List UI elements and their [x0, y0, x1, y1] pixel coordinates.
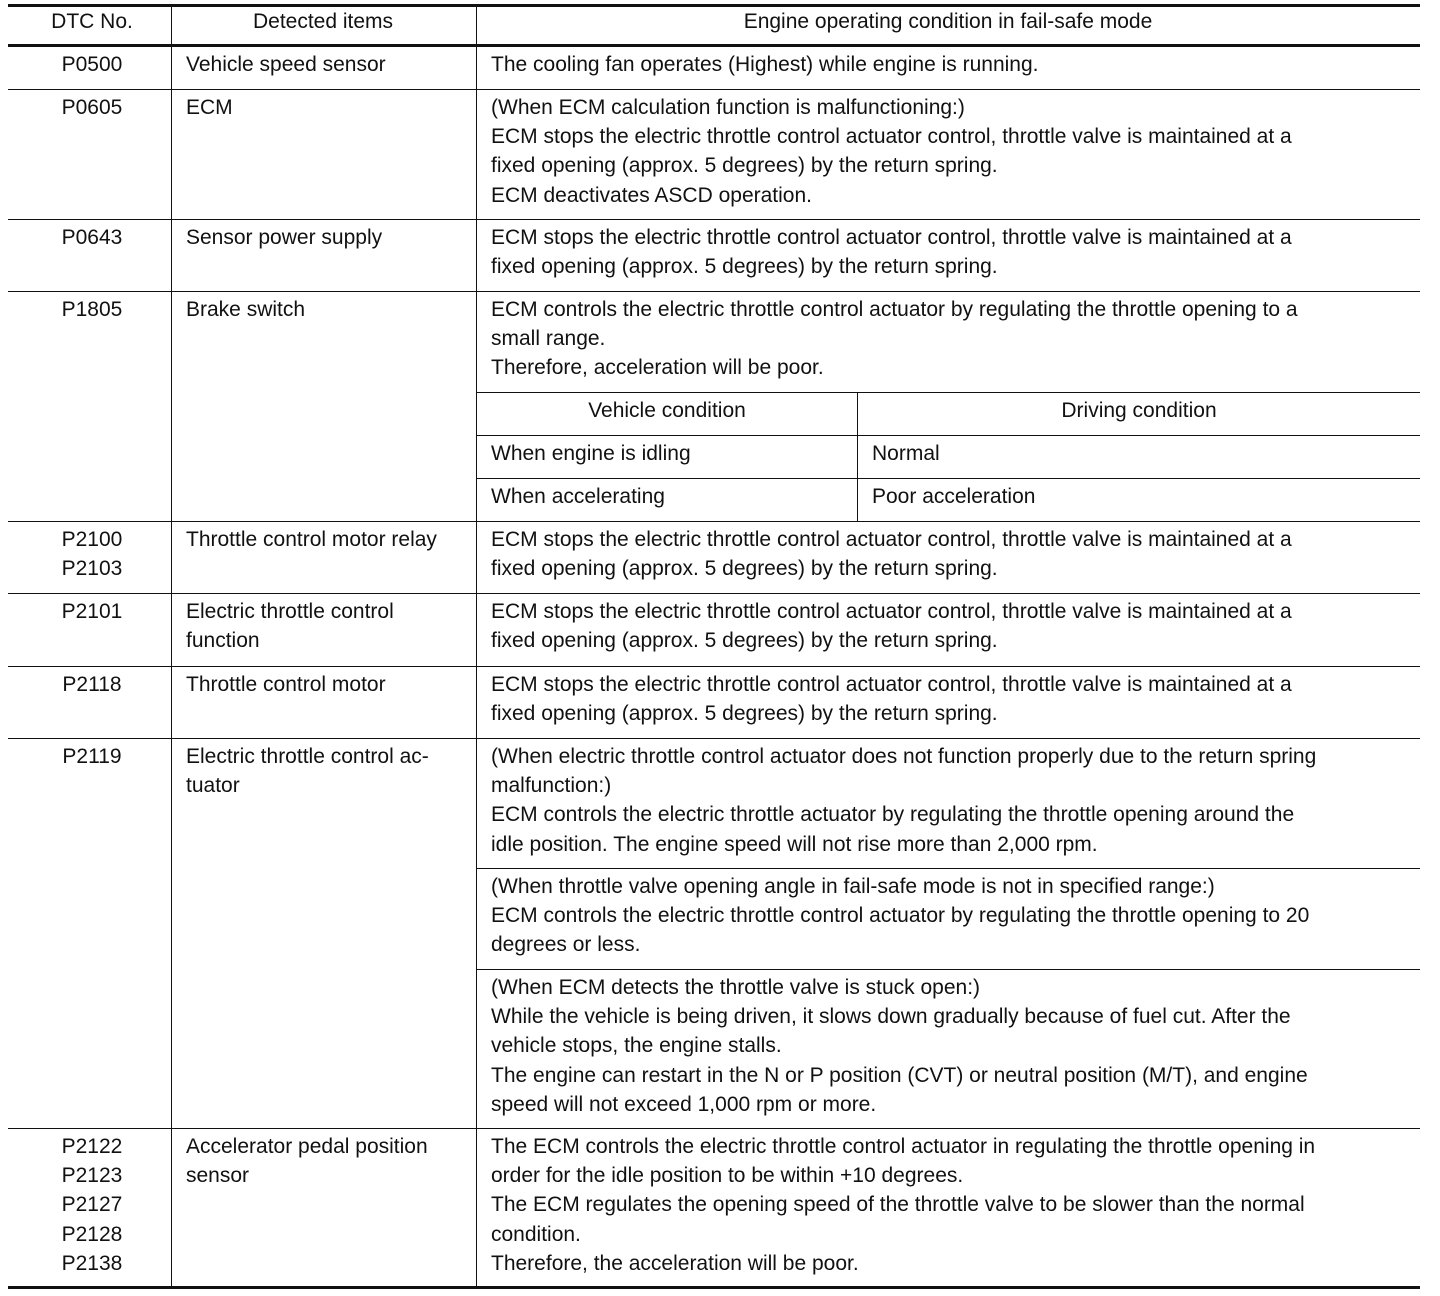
dtc-code: P2123 [61, 1164, 123, 1188]
condition-text: fixed opening (approx. 5 degrees) by the return spring. [491, 255, 998, 279]
dtc-code: P2103 [61, 557, 123, 581]
condition-text: The ECM controls the electric throttle control actuator in regulating the throttle opening in [491, 1135, 1316, 1158]
condition-text: order for the idle position to be within +10 degrees. [491, 1164, 964, 1188]
subtable-vehicle-condition: When accelerating [491, 485, 665, 508]
condition-text: (When throttle valve opening angle in fail-safe mode is not in specified range:) [491, 875, 1215, 898]
condition-text: ECM stops the electric throttle control actuator control, throttle valve is maintained at a [491, 125, 1292, 149]
detected-item: Brake switch [186, 298, 306, 321]
detected-item: Accelerator pedal position [186, 1135, 428, 1158]
header-bottom-rule [8, 44, 1420, 47]
condition-text: ECM stops the electric throttle control actuator control, throttle valve is maintained at a [491, 673, 1292, 696]
header-detected-items: Detected items [252, 10, 394, 33]
row-divider [8, 593, 1420, 594]
subtable-header-driving: Driving condition [1061, 399, 1217, 422]
condition-text: The cooling fan operates (Highest) while engine is running. [491, 53, 1039, 76]
condition-text: The ECM regulates the opening speed of the throttle valve to be slower than the normal [491, 1193, 1305, 1217]
dtc-code: P2138 [61, 1251, 123, 1275]
condition-text: ECM controls the electric throttle control actuator by regulating the throttle opening to a [491, 298, 1298, 321]
header-engine-condition: Engine operating condition in fail-safe mode [743, 10, 1153, 33]
condition-text: The engine can restart in the N or P position (CVT) or neutral position (M/T), and engine [491, 1063, 1308, 1087]
condition-text: fixed opening (approx. 5 degrees) by the return spring. [491, 154, 998, 178]
condition-text: malfunction:) [491, 774, 612, 798]
condition-text: fixed opening (approx. 5 degrees) by the return spring. [491, 629, 998, 653]
subtable-rule [476, 478, 1420, 479]
table-bottom-rule [8, 1286, 1420, 1289]
row-divider [8, 738, 1420, 739]
row-divider [8, 666, 1420, 667]
dtc-code: P2118 [62, 673, 122, 696]
condition-text: (When electric throttle control actuator does not function properly due to the return spring [491, 745, 1317, 768]
condition-text: ECM deactivates ASCD operation. [491, 183, 812, 207]
condition-text: degrees or less. [491, 933, 641, 957]
subrow-divider [476, 868, 1420, 869]
row-divider [8, 521, 1420, 522]
condition-text: While the vehicle is being driven, it slows down gradually because of fuel cut. After the [491, 1005, 1291, 1029]
condition-text: fixed opening (approx. 5 degrees) by the return spring. [491, 557, 998, 581]
dtc-code: P0605 [61, 96, 123, 119]
subtable-rule [476, 435, 1420, 436]
subtable-vehicle-condition: When engine is idling [491, 442, 691, 465]
column-divider [171, 5, 172, 1286]
subrow-divider [476, 969, 1420, 970]
row-divider [8, 1128, 1420, 1129]
subtable-header-vehicle: Vehicle condition [588, 399, 746, 422]
detected-item: Sensor power supply [186, 226, 383, 249]
dtc-code: P2127 [61, 1193, 123, 1217]
dtc-code: P2122 [61, 1135, 123, 1158]
dtc-code: P2128 [61, 1222, 123, 1246]
detected-item: ECM [186, 96, 233, 119]
condition-text: fixed opening (approx. 5 degrees) by the return spring. [491, 702, 998, 726]
detected-item: Electric throttle control ac- [186, 745, 429, 768]
condition-text: ECM stops the electric throttle control actuator control, throttle valve is maintained at a [491, 528, 1292, 551]
condition-text: condition. [491, 1222, 581, 1246]
row-divider [8, 219, 1420, 220]
condition-text: speed will not exceed 1,000 rpm or more. [491, 1092, 877, 1116]
detected-item: function [186, 629, 260, 653]
detected-item: Electric throttle control [186, 600, 394, 623]
condition-text: (When ECM detects the throttle valve is stuck open:) [491, 976, 981, 999]
detected-item: sensor [186, 1164, 250, 1188]
dtc-code: P0500 [61, 53, 123, 76]
condition-text: (When ECM calculation function is malfunctioning:) [491, 96, 965, 119]
dtc-code: P2119 [62, 745, 122, 768]
subtable-rule [476, 392, 1420, 393]
condition-text: ECM controls the electric throttle control actuator by regulating the throttle opening to 20 [491, 904, 1310, 928]
condition-text: vehicle stops, the engine stalls. [491, 1034, 782, 1058]
dtc-code: P2101 [61, 600, 123, 623]
column-divider [476, 5, 477, 1286]
condition-text: small range. [491, 327, 606, 351]
condition-text: Therefore, the acceleration will be poor. [491, 1251, 859, 1275]
detected-item: tuator [186, 774, 240, 798]
condition-text: ECM stops the electric throttle control actuator control, throttle valve is maintained at a [491, 600, 1292, 623]
header-dtc-no: DTC No. [51, 10, 133, 33]
condition-text: idle position. The engine speed will not rise more than 2,000 rpm. [491, 832, 1098, 856]
detected-item: Throttle control motor [186, 673, 386, 696]
subtable-driving-condition: Normal [872, 442, 940, 465]
table-top-rule [8, 4, 1420, 7]
dtc-code: P1805 [61, 298, 123, 321]
detected-item: Vehicle speed sensor [186, 53, 386, 76]
row-divider [8, 291, 1420, 292]
detected-item: Throttle control motor relay [186, 528, 437, 551]
condition-text: Therefore, acceleration will be poor. [491, 356, 824, 380]
condition-text: ECM controls the electric throttle actuator by regulating the throttle opening around the [491, 803, 1295, 827]
dtc-code: P0643 [61, 226, 123, 249]
row-divider [8, 89, 1420, 90]
condition-text: ECM stops the electric throttle control actuator control, throttle valve is maintained at a [491, 226, 1292, 249]
dtc-code: P2100 [61, 528, 123, 551]
subtable-driving-condition: Poor acceleration [872, 485, 1036, 508]
